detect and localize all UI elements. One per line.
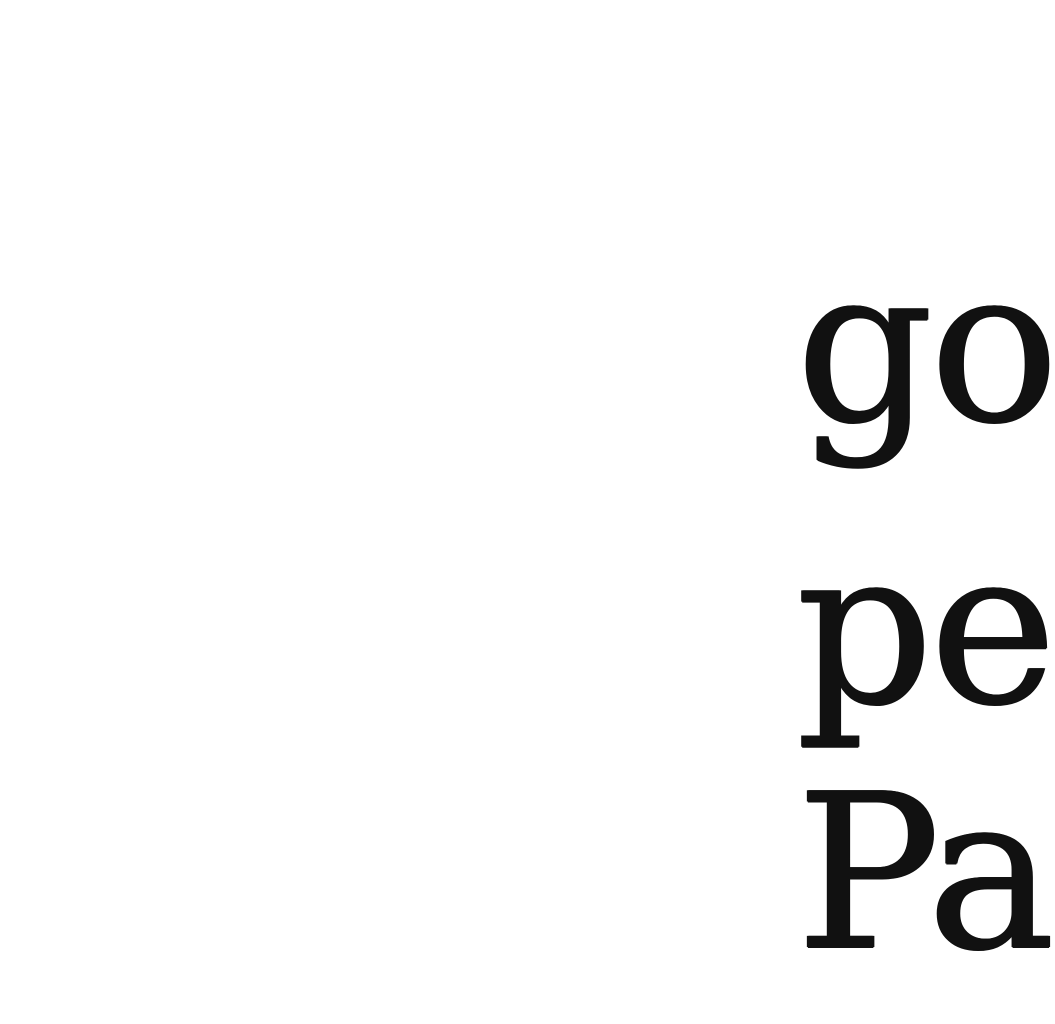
text-line-2: pe — [796, 502, 1053, 753]
text-line-3: Pa — [796, 747, 1052, 998]
text-line-1: go — [796, 220, 1055, 471]
